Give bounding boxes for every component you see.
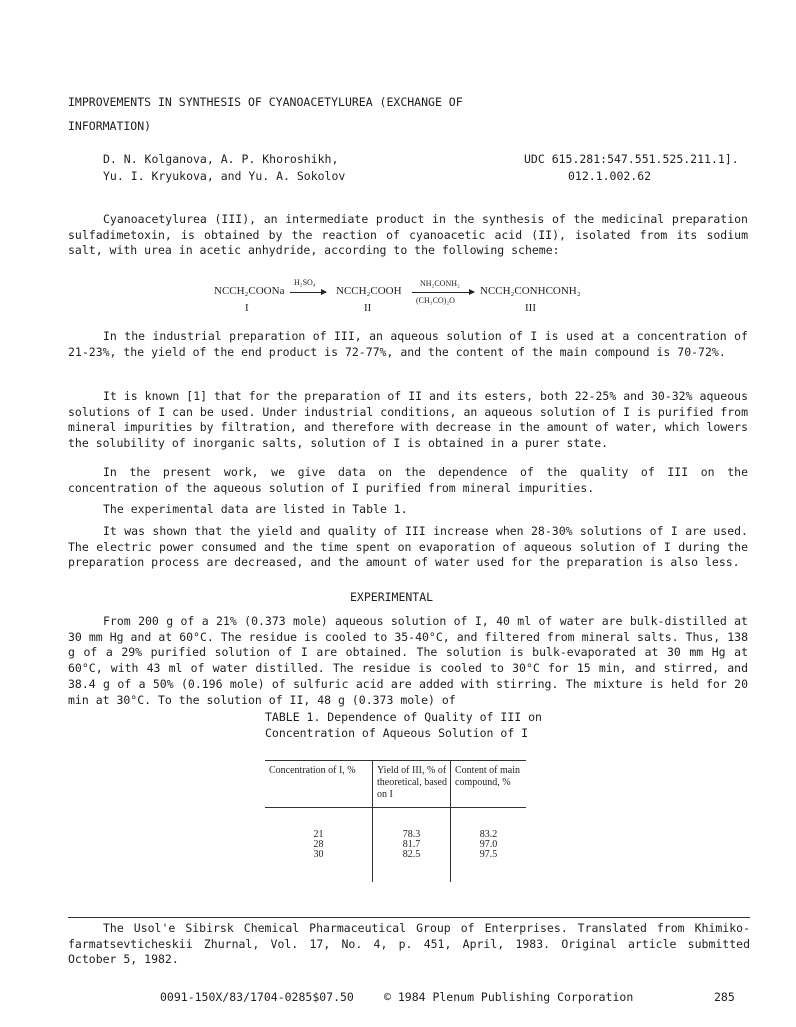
cell-content: 83.2 <box>451 830 527 840</box>
compound-ii-label: II <box>364 302 372 314</box>
cell-yield: 82.5 <box>373 850 451 882</box>
reaction-arrow-1 <box>290 292 326 293</box>
footnote-divider <box>68 917 750 918</box>
udc-code <box>524 151 739 185</box>
paragraph-1: Cyanoacetylurea (III), an intermediate product in the synthesis of the medicinal preparation sulfadimetoxin, is obtained by the reaction of cyanoacetic acid (II), isolated from its sodium salt, with urea in acetic anhydride, according to the following scheme: <box>68 212 748 258</box>
compound-ii: NCCH₂COOH <box>336 285 402 297</box>
paragraph-6: It was shown that the yield and quality of III increase when 28-30% solutions of I are used. The electric power consumed and the time spent on evaporation of aqueous solution of I during the preparation process are decreased, and the amount of water used for the preparation is also less. <box>68 524 748 570</box>
table-row <box>265 850 526 882</box>
compound-i: NCCH₂COONa <box>214 285 285 297</box>
reagent-sulfuric-acid: H₂SO₄ <box>294 278 316 287</box>
paragraph-7: From 200 g of a 21% (0.373 mole) aqueous solution of I, 40 ml of water are bulk-distilled at 30 mm Hg and at 60°C. The residue is cooled to 35-40°C, and filtered from mineral salts. Thus, 138 g of a 29% purified solution of I are obtained. The solution is bulk-evaporated at 30 mm Hg at 60°C, with 43 ml of water distilled. The residue is cooled to 30°C for 15 min, and stirred, and 38.4 g of a 50% (0.196 mole) of sulfuric acid are added with stirring. The mixture is held for 20 min at 30°C. To the solution of II, 48 g (0.373 mole) of <box>68 614 748 707</box>
paragraph-experimental <box>68 614 748 708</box>
paragraph-present-work <box>68 465 748 496</box>
reaction-arrow-2 <box>412 292 474 293</box>
cell-content: 97.0 <box>451 840 527 850</box>
copyright-notice: © 1984 Plenum Publishing Corporation <box>384 990 634 1004</box>
paragraph-4: In the present work, we give data on the dependence of the quality of III on the concentration of the aqueous solution of I purified from mineral impurities. <box>68 465 748 495</box>
header-yield: Yield of III, % of theoretical, based on I <box>373 761 451 808</box>
cell-concentration: 21 <box>313 829 324 840</box>
cell-yield: 78.3 <box>373 830 451 840</box>
table-header-row <box>265 761 526 808</box>
cell-concentration: 28 <box>313 839 324 850</box>
paragraph-5: The experimental data are listed in Table 1. <box>103 502 408 516</box>
journal-code: 0091-150X/83/1704-0285$07.50 <box>160 990 354 1004</box>
section-heading-experimental: EXPERIMENTAL <box>350 590 434 604</box>
authors-line-2: Yu. I. Kryukova, and Yu. A. Sokolov <box>103 169 346 183</box>
reagent-urea: NH₂CONH₂ <box>420 279 460 288</box>
page-number: 285 <box>714 990 735 1004</box>
table-row <box>265 808 526 831</box>
authors-line-1: D. N. Kolganova, A. P. Khoroshikh, <box>103 152 339 166</box>
cell-yield: 81.7 <box>373 840 451 850</box>
cell-concentration: 30 <box>313 849 324 860</box>
data-table <box>265 760 526 882</box>
reaction-scheme <box>0 278 796 318</box>
article-title: IMPROVEMENTS IN SYNTHESIS OF CYANOACETYLUREA (EXCHANGE OF INFORMATION) <box>68 95 463 133</box>
header-concentration: Concentration of I, % <box>265 761 373 808</box>
reagent-acetic-anhydride: (CH₃CO)₂O <box>416 296 455 305</box>
paragraph-results <box>68 524 748 571</box>
paragraph-intro <box>68 212 748 259</box>
paragraph-3: It is known [1] that for the preparation of II and its esters, both 22-25% and 30-32% aqueous solutions of I can be used. Under industrial conditions, an aqueous solution of I is purified from mineral impurities by filtration, and therefore with decrease in the amount of water, which lowers the solubility of inorganic salts, solution of I is obtained in a purer state. <box>68 389 748 451</box>
table-caption: TABLE 1. Dependence of Quality of III on Concentration of Aqueous Solution of I <box>265 710 542 740</box>
cell-content: 97.5 <box>451 850 527 882</box>
paragraph-2: In the industrial preparation of III, an aqueous solution of I is used at a concentration of 21-23%, the yield of the end product is 72-77%, and the content of the main compound is 70-72%. <box>68 329 748 359</box>
compound-i-label: I <box>245 302 249 314</box>
paragraph-data-listed <box>68 502 748 518</box>
author-list <box>103 151 345 185</box>
footnote: The Usol'e Sibirsk Chemical Pharmaceutical Group of Enterprises. Translated from Khimiko-farmatsevticheskii Zhurnal, Vol. 17, No. 4, p. 451, April, 1983. Original article submitted October 5, 1982. <box>68 921 750 966</box>
compound-iii: NCCH₂CONHCONH₂ <box>480 285 581 297</box>
udc-line-2: 012.1.002.62 <box>568 169 652 183</box>
paragraph-known <box>68 389 748 452</box>
udc-line-1: UDC 615.281:547.551.525.211.1]. <box>524 152 739 166</box>
header-content: Content of main compound, % <box>451 761 527 808</box>
paragraph-industrial <box>68 329 748 360</box>
compound-iii-label: III <box>525 302 536 314</box>
